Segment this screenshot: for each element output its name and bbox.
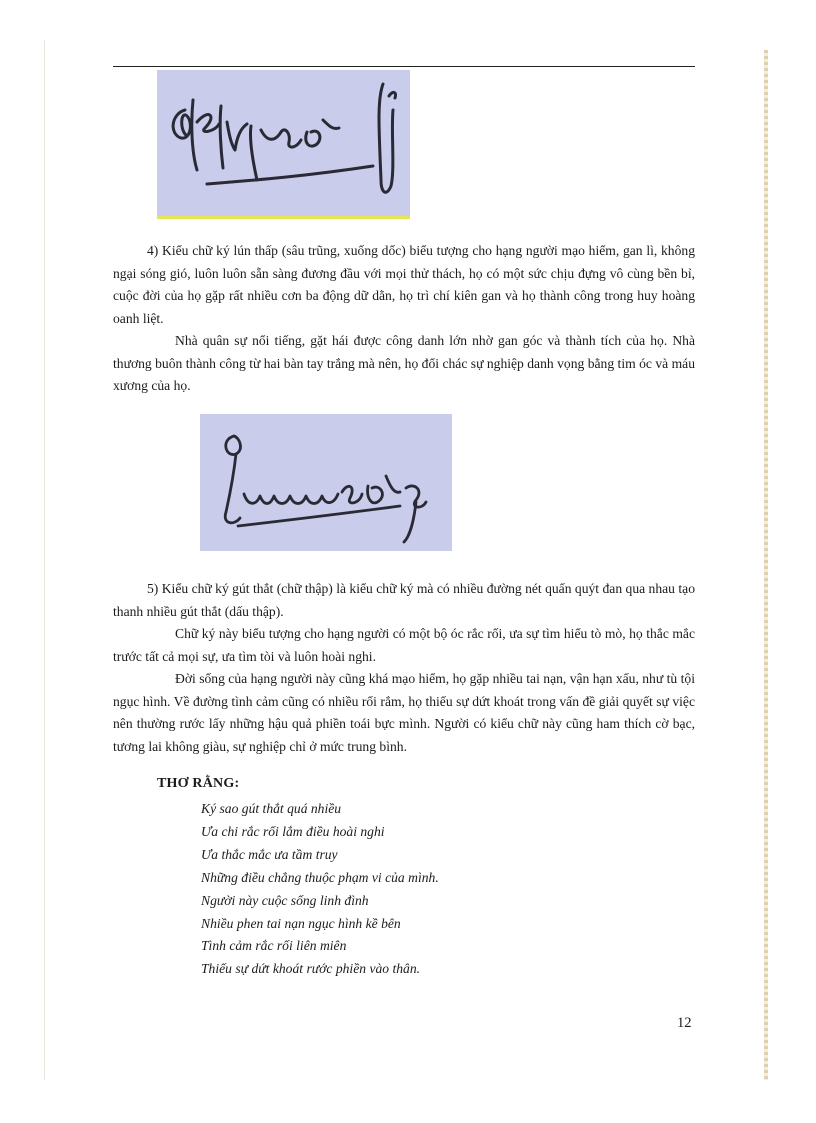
signature-image-knotted (200, 414, 452, 551)
poem-line: Ưa chi rắc rối lắm điều hoài nghi (201, 823, 385, 839)
paragraph-section-4-intro: 4) Kiểu chữ ký lún thấp (sâu trũng, xuống dốc) biểu tượng cho hạng người mạo hiểm, gan lì, không ngại sóng gió, luôn luôn sẵn sàng đương đầu với mọi thử thách, họ có một sức chịu đựng vô cùng bền bỉ, cuộc đời của họ gặp rất nhiều cơn ba động dữ dằn, họ trì chí kiên gan và họ thành công trong huy hoàng oanh liệt. (113, 243, 695, 326)
scan-edge-left (44, 40, 45, 1080)
signature-image-low-sinking (157, 70, 410, 219)
scan-edge-right (764, 50, 768, 1080)
section-5-text (113, 578, 695, 758)
poem-line: Thiếu sự dứt khoát rước phiền vào thân. (201, 961, 421, 977)
signature-drawing-2 (200, 414, 452, 551)
poem-line: Nhiều phen tai nạn ngục hình kề bên (201, 915, 401, 931)
poem-line: Những điều chẳng thuộc phạm vi của mình. (201, 869, 439, 885)
poem-line: Tình cảm rắc rối liên miên (201, 938, 347, 954)
poem-title: THƠ RẰNG: (157, 776, 240, 791)
paragraph-section-5-life: Đời sống của hạng người này cũng khá mạo hiểm, họ gặp nhiều tai nạn, vận hạn xấu, như tù tội ngục hình. Về đường tình cảm cũng có nhiều rối rắm, họ thiếu sự dứt khoát trong vấn đề giải quyết sự việc nên thường rước lấy những hậu quả phiền toái bực mình. Người có kiểu chữ này cũng ham thích cờ bạc, tương lai không giàu, sự nghiệp chỉ ở mức trung bình. (113, 671, 695, 754)
signature-drawing-1 (157, 70, 410, 216)
paragraph-section-5-intro: 5) Kiểu chữ ký gút thắt (chữ thập) là kiểu chữ ký mà có nhiều đường nét quấn quýt đan qua nhau tạo thanh nhiều gút thắt (dấu thập). (113, 581, 695, 619)
poem-line: Người này cuộc sống linh đình (201, 892, 369, 908)
poem (201, 798, 621, 981)
header-rule (113, 66, 695, 67)
poem-line: Ký sao gút thắt quá nhiều (201, 801, 342, 816)
section-4-text (113, 240, 695, 398)
paragraph-section-4-examples: Nhà quân sự nổi tiếng, gặt hái được công danh lớn nhờ gan góc và thành tích của họ. Nhà thương buôn thành công từ hai bàn tay trắng mà nên, họ đổi chác sự nghiệp danh vọng bằng tim óc và máu xương của họ. (113, 333, 695, 393)
page-number: 12 (677, 1015, 692, 1031)
poem-line: Ưa thắc mắc ưa tầm truy (201, 846, 338, 862)
paragraph-section-5-symbolism: Chữ ký này biểu tượng cho hạng người có một bộ óc rắc rối, ưa sự tìm hiểu tò mò, họ thắc mắc trước tất cả mọi sự, ưa tìm tòi và luôn hoài nghi. (113, 626, 695, 664)
